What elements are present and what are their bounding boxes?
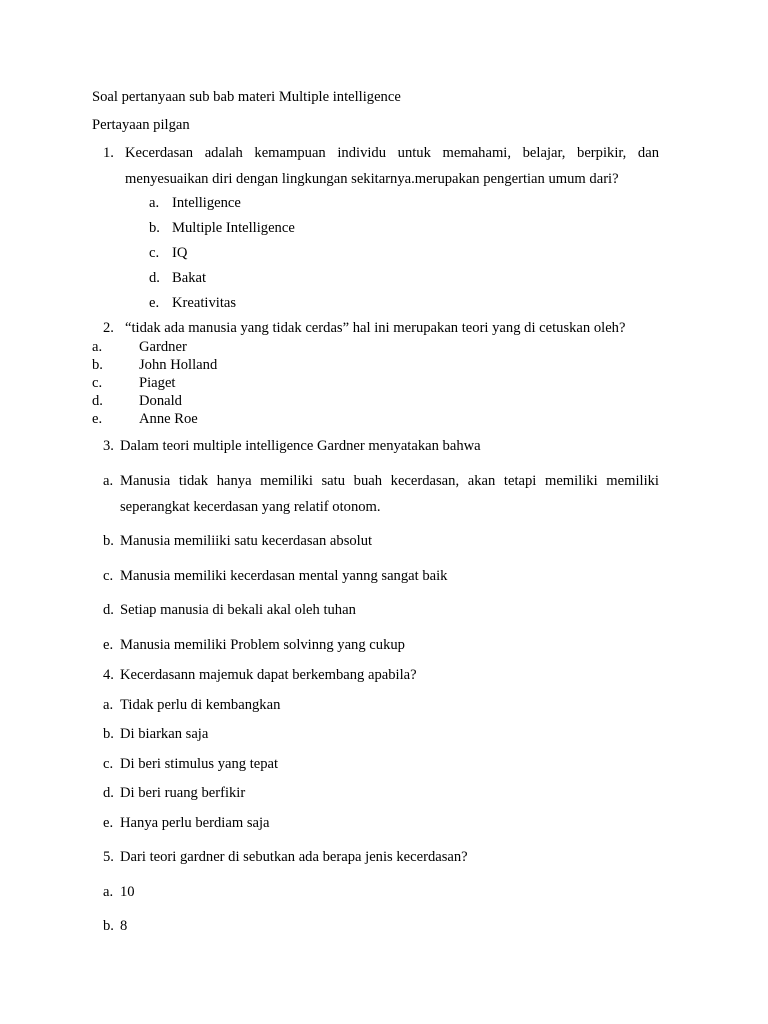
- option-letter: c.: [92, 375, 103, 391]
- option-text: Di beri ruang berfikir: [120, 785, 246, 801]
- option-letter: d.: [103, 602, 114, 618]
- option-letter: e.: [92, 411, 103, 427]
- option-text: 10: [120, 884, 135, 900]
- option-text: Tidak perlu di kembangkan: [120, 697, 281, 713]
- option-letter: d.: [92, 393, 103, 409]
- option-letter: a.: [103, 697, 114, 713]
- option-text: Manusia tidak hanya memiliki satu buah kecerdasan, akan tetapi memiliki memiliki: [120, 473, 659, 489]
- option-letter: b.: [92, 357, 103, 373]
- option-text: seperangkat kecerdasan yang relatif otonom.: [120, 499, 381, 515]
- option-text: IQ: [172, 245, 188, 261]
- question-text: Kecerdasan adalah kemampuan individu untuk memahami, belajar, berpikir, dan: [125, 145, 659, 161]
- section-heading: Pertayaan pilgan: [92, 117, 190, 133]
- option-letter: c.: [149, 245, 160, 261]
- option-text: Manusia memiliiki satu kecerdasan absolut: [120, 533, 373, 549]
- option-letter: a.: [103, 473, 114, 489]
- option-text: Setiap manusia di bekali akal oleh tuhan: [120, 602, 356, 618]
- option-text: Anne Roe: [139, 411, 198, 427]
- question-number: 3.: [103, 438, 114, 454]
- question-number: 5.: [103, 849, 114, 865]
- question-number: 4.: [103, 667, 114, 683]
- question-text: Dari teori gardner di sebutkan ada berapa jenis kecerdasan?: [120, 849, 468, 865]
- option-text: Kreativitas: [172, 295, 237, 311]
- question-text: Kecerdasann majemuk dapat berkembang apabila?: [120, 667, 417, 683]
- option-text: Multiple Intelligence: [172, 220, 295, 236]
- option-text: Hanya perlu berdiam saja: [120, 815, 270, 831]
- option-letter: b.: [149, 220, 160, 236]
- question-text: “tidak ada manusia yang tidak cerdas” hal ini merupakan teori yang di cetuskan oleh?: [125, 320, 626, 336]
- question-number: 2.: [103, 320, 114, 336]
- option-letter: e.: [149, 295, 160, 311]
- question-text: menyesuaikan diri dengan lingkungan sekitarnya.merupakan pengertian umum dari?: [125, 171, 619, 187]
- option-letter: b.: [103, 918, 114, 934]
- option-letter: b.: [103, 726, 114, 742]
- option-text: Di biarkan saja: [120, 726, 209, 742]
- option-text: Di beri stimulus yang tepat: [120, 756, 279, 772]
- option-letter: e.: [103, 815, 114, 831]
- option-letter: a.: [103, 884, 114, 900]
- option-letter: a.: [149, 195, 160, 211]
- option-text: Manusia memiliki Problem solvinng yang cukup: [120, 637, 405, 653]
- option-letter: c.: [103, 568, 114, 584]
- option-text: Gardner: [139, 339, 187, 355]
- option-text: Donald: [139, 393, 182, 409]
- option-letter: e.: [103, 637, 114, 653]
- option-letter: d.: [149, 270, 160, 286]
- option-text: Intelligence: [172, 195, 241, 211]
- option-letter: d.: [103, 785, 114, 801]
- option-letter: b.: [103, 533, 114, 549]
- option-text: Bakat: [172, 270, 207, 286]
- option-text: Manusia memiliki kecerdasan mental yanng sangat baik: [120, 568, 448, 584]
- option-letter: c.: [103, 756, 114, 772]
- option-letter: a.: [92, 339, 103, 355]
- question-number: 1.: [103, 145, 114, 161]
- document-title: Soal pertanyaan sub bab materi Multiple intelligence: [92, 89, 401, 105]
- option-text: John Holland: [139, 357, 218, 373]
- option-text: 8: [120, 918, 128, 934]
- option-text: Piaget: [139, 375, 176, 391]
- question-text: Dalam teori multiple intelligence Gardner menyatakan bahwa: [120, 438, 481, 454]
